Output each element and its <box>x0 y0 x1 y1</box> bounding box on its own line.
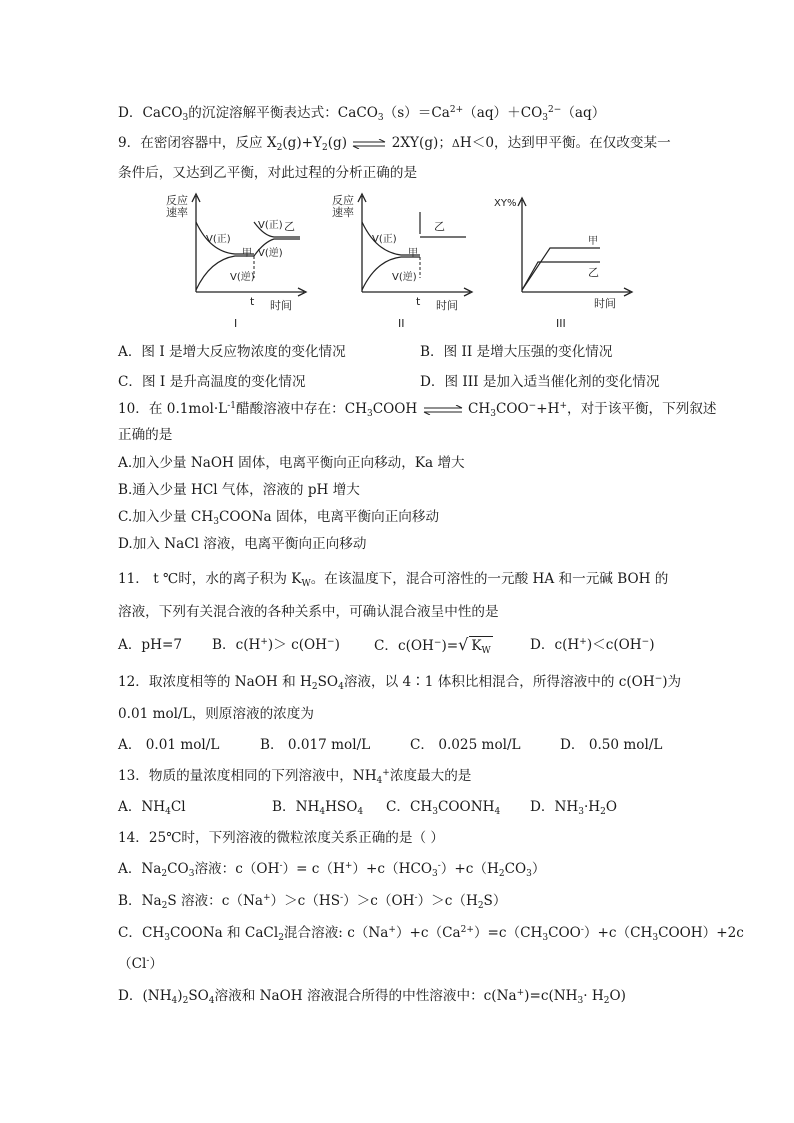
svg-text:速率: 速率 <box>332 206 354 219</box>
q9-stem-line1: 9．在密闭容器中，反应 $X_2(g)+Y_2(g)$ 2XY(g)；ΔH＜0，达到甲平衡。在仅改变某一 <box>118 135 671 153</box>
q10-option-c: C.加入少量 $CH_3COONa$ 固体，电离平衡向正向移动 <box>118 509 440 527</box>
q13-option-d: D．$NH_3\cdot H_2O$ <box>530 799 618 817</box>
svg-text:II: II <box>398 317 405 330</box>
q9-figure-3 <box>494 190 644 330</box>
q9-figure-2 <box>326 190 476 330</box>
svg-text:甲: 甲 <box>408 248 418 259</box>
q10-option-d: D.加入 NaCl 溶液，电离平衡向正向移动 <box>118 536 367 552</box>
svg-text:反应: 反应 <box>166 194 188 207</box>
q10-option-a: A.加入少量 NaOH 固体，电离平衡向正向移动，Ka 增大 <box>118 455 465 471</box>
q12-option-a: A． 0.01 mol/L <box>118 737 220 753</box>
svg-text:V(正): V(正) <box>206 234 231 245</box>
q14-stem: 14．25℃时，下列溶液的微粒浓度关系正确的是（ ） <box>118 830 444 846</box>
q13-option-c: C．$CH_3COONH_4$ <box>386 799 501 817</box>
q11-option-b: B．c(H+)＞ c(OH−) <box>212 637 340 653</box>
svg-text:乙: 乙 <box>284 220 295 233</box>
q10-option-b: B.通入少量 HCl 气体，溶液的 pH 增大 <box>118 482 360 498</box>
q14-option-d: D．$(NH_4)_2SO_4$溶液和 NaOH 溶液混合所得的中性溶液中：$c(Na^+)=c(NH_3\cdot H_2O)$ <box>118 988 626 1006</box>
q13-option-a: A．$NH_4Cl$ <box>118 799 186 817</box>
q11-stem-line2: 溶液，下列有关混合液的各种关系中，可确认混合液呈中性的是 <box>118 604 499 620</box>
svg-text:时间: 时间 <box>594 297 616 310</box>
svg-text:V(逆): V(逆) <box>230 272 255 283</box>
svg-text:t: t <box>250 295 255 308</box>
q8-option-d: D．CaCO$_3$的沉淀溶解平衡表达式：$CaCO_3(s)=Ca^{2+}(aq)+CO_3^{2-}(aq)$ <box>118 105 606 123</box>
q12-stem-line1: 12．取浓度相等的 NaOH 和 $H_2SO_4$溶液，以 4∶1 体积比相混合，所得溶液中的 c(OH−)为 <box>118 674 682 692</box>
q10-stem-line1: 10．在 $0.1mol\cdot L^{-1}$醋酸溶液中存在：$CH_3COOH$ $CH_3COO^-+H^+$，对于该平衡，下列叙述 <box>118 401 717 419</box>
svg-text:时间: 时间 <box>436 299 458 312</box>
q12-option-b: B． 0.017 mol/L <box>260 737 371 753</box>
svg-text:III: III <box>556 317 566 330</box>
q9-figure-1 <box>160 190 310 330</box>
equilibrium-arrow-icon <box>351 139 387 149</box>
q9-option-d: D．图 III 是加入适当催化剂的变化情况 <box>420 374 660 390</box>
q9-option-b: B．图 II 是增大压强的变化情况 <box>420 344 613 360</box>
q11-option-d: D．c(H+)＜c(OH−) <box>530 637 655 653</box>
svg-text:甲: 甲 <box>242 248 252 259</box>
q9-option-c: C．图 I 是升高温度的变化情况 <box>118 374 306 390</box>
q12-stem-line2: 0.01 mol/L，则原溶液的浓度为 <box>118 706 314 722</box>
q11-option-c: C．c(OH−)=√ $K_W$ <box>374 635 491 656</box>
svg-text:速率: 速率 <box>166 206 188 219</box>
svg-text:I: I <box>234 317 238 330</box>
svg-text:XY%: XY% <box>494 198 517 209</box>
svg-text:甲: 甲 <box>588 236 598 247</box>
q10-stem-line2: 正确的是 <box>118 427 173 443</box>
q12-option-d: D． 0.50 mol/L <box>560 737 663 753</box>
svg-text:时间: 时间 <box>270 299 292 312</box>
svg-text:乙: 乙 <box>434 220 445 233</box>
svg-text:乙: 乙 <box>588 266 599 279</box>
svg-text:V(正): V(正) <box>258 220 283 231</box>
q14-option-a: A．$Na_2CO_3$溶液：$c(OH^-)= c(H^+)+c(HCO_3^-)+c(H_2CO_3)$ <box>118 861 546 879</box>
q14-option-b: B．$Na_2S$ 溶液：$c(Na^+)>c(HS^-)>c(OH^-)>c(H_2S)$ <box>118 893 507 911</box>
q13-option-b: B．$NH_4HSO_4$ <box>272 799 364 817</box>
svg-text:V(逆): V(逆) <box>258 248 283 259</box>
svg-text:V(正): V(正) <box>372 234 397 245</box>
q14-option-c-line1: C．$CH_3COONa$ 和 CaCl$_2$混合溶液: $c(Na^+)+c(Ca^{2+})=c(CH_3COO^-)+c(CH_3COOH)+2c$ <box>118 925 744 943</box>
q12-option-c: C． 0.025 mol/L <box>410 737 521 753</box>
svg-text:反应: 反应 <box>332 194 354 207</box>
svg-text:t: t <box>416 295 421 308</box>
q11-stem-line1: 11． t ℃时，水的离子积为 $K_W$。在该温度下，混合可溶性的一元酸 HA 和一元碱 BOH 的 <box>118 571 669 589</box>
q9-option-a: A．图 I 是增大反应物浓度的变化情况 <box>118 344 346 360</box>
q13-stem: 13．物质的量浓度相同的下列溶液中，$NH_4^+$浓度最大的是 <box>118 768 472 786</box>
q9-stem-line2: 条件后，又达到乙平衡，对此过程的分析正确的是 <box>118 165 418 181</box>
equilibrium-arrow-icon <box>422 405 464 415</box>
sqrt-kw: $K_W$ <box>471 638 491 656</box>
q11-option-a: A．pH=7 <box>118 637 183 653</box>
q14-option-c-line2: （Cl-） <box>118 956 163 972</box>
svg-text:V(逆): V(逆) <box>392 272 417 283</box>
